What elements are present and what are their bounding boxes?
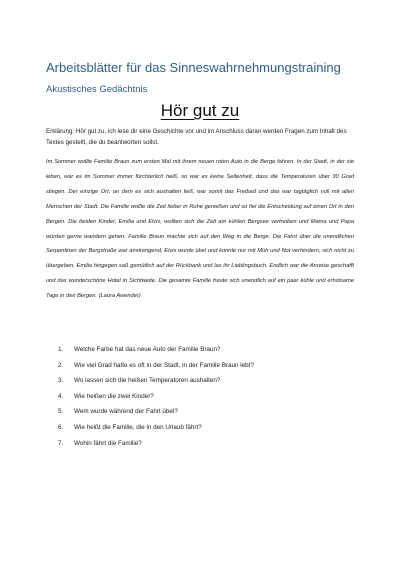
- question-text: Wohin fährt die Familie?: [74, 439, 142, 447]
- question-number: 2.: [58, 361, 64, 369]
- question-number: 5.: [58, 408, 64, 416]
- story-text: Im Sommer wollte Familie Braun zum ersten Mal mit ihrem neuen roten Auto in die Berge fahren. In der Stadt, in der sie leben, war es im Sommer immer fürchterlich heiß, so war es keine Seltenheit, dass die Temperaturen über 30 Grad stiegen. Der einzige Ort, an dem es sich aushalten ließ, war somit das Freibad und das war tagtäglich voll mit allen Menschen der Stadt. Die Familie wollte die Zeit lieber in Ruhe genießen und so fiel die Entscheidung auf einen Ort in den Bergen. Die beiden Kinder, Emilia und Elvis, wollten sich die Zeit am kühlen Bergsee vertreiben und Mama und Papa würden gerne wandern gehen. Familie Braun machte sich auf den Weg in die Berge. Die Fahrt über die unendlichen Serpentinen der Bergstraße war anstrengend, Elvis wurde übel und konnte nur mit Müh und Not verhindern, sich nicht zu übergeben. Emilia hingegen saß gemütlich auf der Rückbank und las ihr Lieblingsbuch. Endlich war die Anreise geschafft und das wunderschöne Hotel in Sichtweite. Die gesamte Familie freute sich unendlich auf ein paar kühle und erholsame Tage in den Bergen. (Laura Awender): [46, 159, 354, 300]
- question-item: [46, 373, 356, 389]
- question-item: [46, 436, 356, 452]
- instructions-text: Erklärung: Hör gut zu, ich lese dir eine Geschichte vor und im Anschluss daran werden Fragen zum Inhalt des Textes gestellt, die du beantworten sollst.: [46, 128, 347, 146]
- question-text: Wie heißt die Familie, die in den Urlaub fährt?: [74, 423, 202, 431]
- question-text: Welche Farbe hat das neue Auto der Familie Braun?: [74, 346, 221, 353]
- question-number: 7.: [58, 439, 64, 447]
- question-list: [46, 342, 356, 451]
- question-number: 1.: [58, 346, 64, 353]
- question-text: Wo lassen sich die heißen Temperatoren aushalten?: [74, 377, 221, 385]
- question-text: Wie viel Grad hatte es oft in der Stadt, in der Familie Braun lebt?: [74, 361, 254, 369]
- question-text: Wie heißen die zwei Kinder?: [74, 392, 154, 400]
- question-number: 6.: [58, 423, 64, 431]
- question-item: [46, 342, 356, 358]
- worksheet-heading: Hör gut zu: [160, 101, 240, 120]
- question-item: [46, 404, 356, 420]
- question-number: 4.: [58, 392, 64, 400]
- page-subtitle: Akustisches Gedächtnis: [46, 84, 148, 95]
- page-title: Arbeitsblätter für das Sinneswahrnehmungstraining: [46, 60, 341, 75]
- question-item: [46, 420, 356, 436]
- question-item: [46, 358, 356, 374]
- question-text: Wem wurde während der Fahrt übel?: [74, 408, 178, 416]
- question-number: 3.: [58, 377, 64, 385]
- question-item: [46, 389, 356, 405]
